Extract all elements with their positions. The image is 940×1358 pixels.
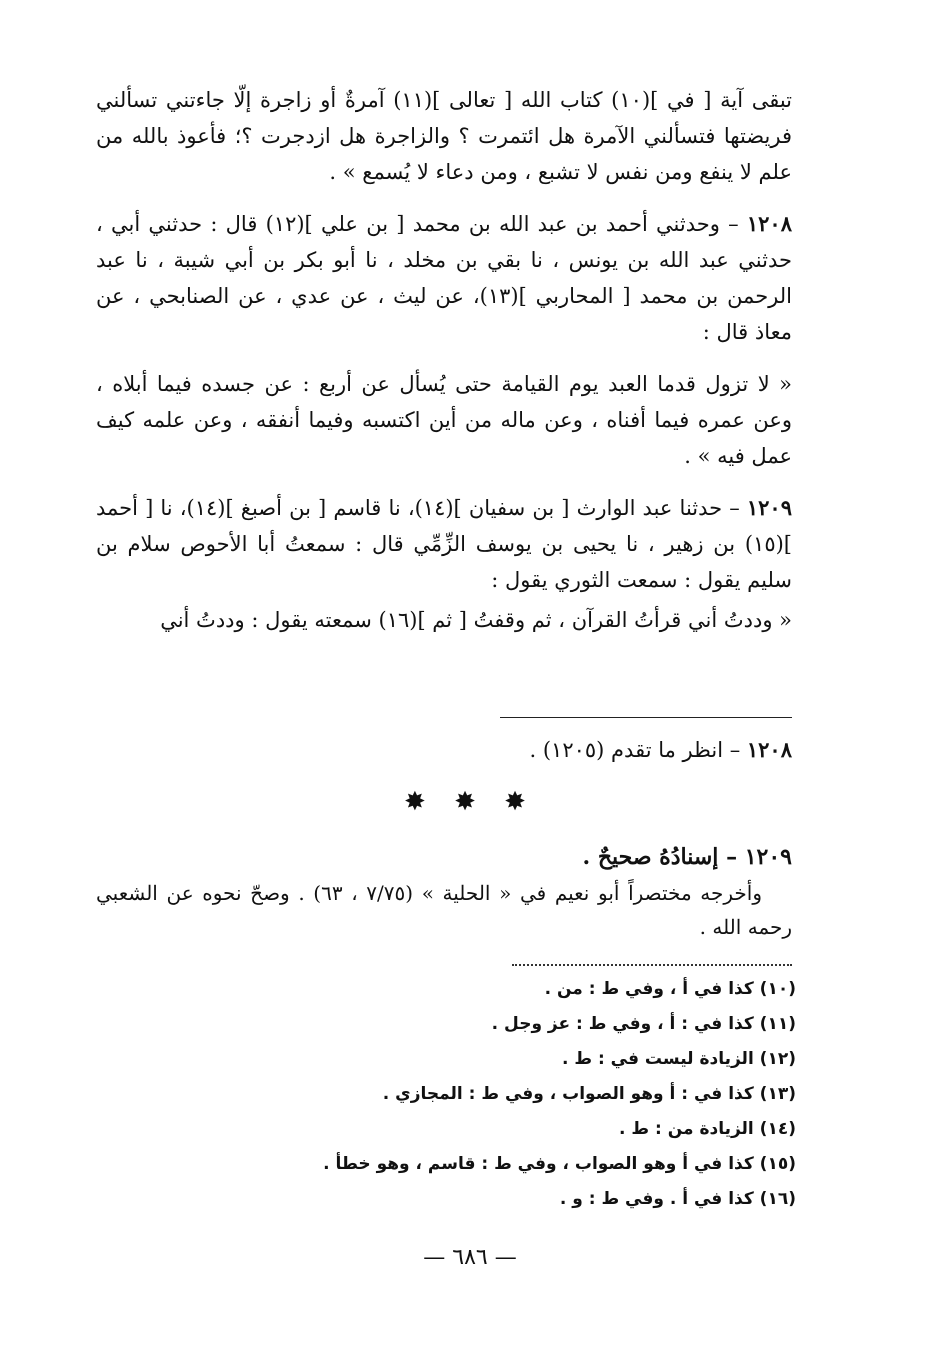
commentary-number: ١٢٠٨ <box>746 737 792 762</box>
commentary-1209 <box>96 838 792 944</box>
hadith-number: ١٢٠٩ <box>746 495 792 520</box>
footnote: (١٤) الزيادة من : ط . <box>619 1119 796 1139</box>
paragraph: « لا تزول قدما العبد يوم القيامة حتى يُسأل عن أربع : عن جسده فيما أبلاه ، وعن عمره فيما أفناه ، وعن ماله من أين اكتسبه وفيما أنفقه ، وعن علمه كيف عمل فيه » . <box>96 372 792 468</box>
footnote-separator <box>512 964 792 966</box>
footnote: (١٦) كذا في أ . وفي ط : و . <box>559 1189 796 1209</box>
footnote: (١٠) كذا في أ ، وفي ط : من . <box>544 979 796 999</box>
footnote: (١١) كذا في : أ ، وفي ط : عز وجل . <box>491 1014 796 1034</box>
hadith-text: – وحدثني أحمد بن عبد الله بن محمد [ بن علي ](١٢) قال : حدثني أبي ، حدثني عبد الله بن يونس ، نا بقي بن مخلد ، نا أبو بكر بن أبي شيبة ، نا عبد الرحمن بن محمد [ المحاربي ](١٣)، عن ليث ، عن عدي ، عن الصنابحي ، عن معاذ قال : <box>96 212 792 344</box>
hadith-number: ١٢٠٨ <box>746 211 792 236</box>
hadith-1209 <box>96 490 792 598</box>
commentary-1208 <box>96 732 792 768</box>
footnotes <box>96 972 796 1217</box>
hadith-1208 <box>96 206 792 350</box>
paragraph: « وددتُ أني قرأتُ القرآن ، ثم وقفتُ [ ثم ](١٦) سمعته يقول : وددتُ أني <box>160 608 792 632</box>
main-text <box>96 82 792 638</box>
commentary-heading: ١٢٠٩ – إسنادُهُ صحيحٌ . <box>582 844 792 870</box>
paragraph: تبقى آية [ في ](١٠) كتاب الله [ تعالى ](١١) آمرةٌ أو زاجرة إلّا جاءتني تسألني فريضتها فتسألني الآمرة هل ائتمرت ؟ والزاجرة هل ازدجرت ؟؛ فأعوذ بالله من علم لا ينفع ومن نفس لا تشبع ، ومن دعاء لا يُسمع » . <box>96 88 793 184</box>
hadith-text: – حدثنا عبد الوارث [ بن سفيان ](١٤)، نا قاسم [ بن أصبغ ](١٤)، نا [ أحمد ](١٥) بن زهير ، نا يحيى بن يوسف الزِّمِّي قال : سمعتُ أبا الأحوص سلام بن سليم يقول : سمعت الثوري يقول : <box>96 496 792 592</box>
footnote: (١٥) كذا في أ وهو الصواب ، وفي ط : قاسم ، وهو خطأ . <box>323 1154 796 1174</box>
footnote: (١٣) كذا في : أ وهو الصواب ، وفي ط : المجازي . <box>382 1084 796 1104</box>
commentary-text: – انظر ما تقدم (١٢٠٥) . <box>529 738 747 762</box>
commentary-text: وأخرجه مختصراً أبو نعيم في « الحلية » (٧/٧٥ ، ٦٣) . وصحّ نحوه عن الشعبي رحمه الله . <box>96 881 792 939</box>
section-divider <box>500 717 792 718</box>
page-number: — ٦٨٦ — <box>423 1245 517 1270</box>
ornament-stars: ✸ ✸ ✸ <box>404 787 536 817</box>
footnote: (١٢) الزيادة ليست في : ط . <box>562 1049 796 1069</box>
